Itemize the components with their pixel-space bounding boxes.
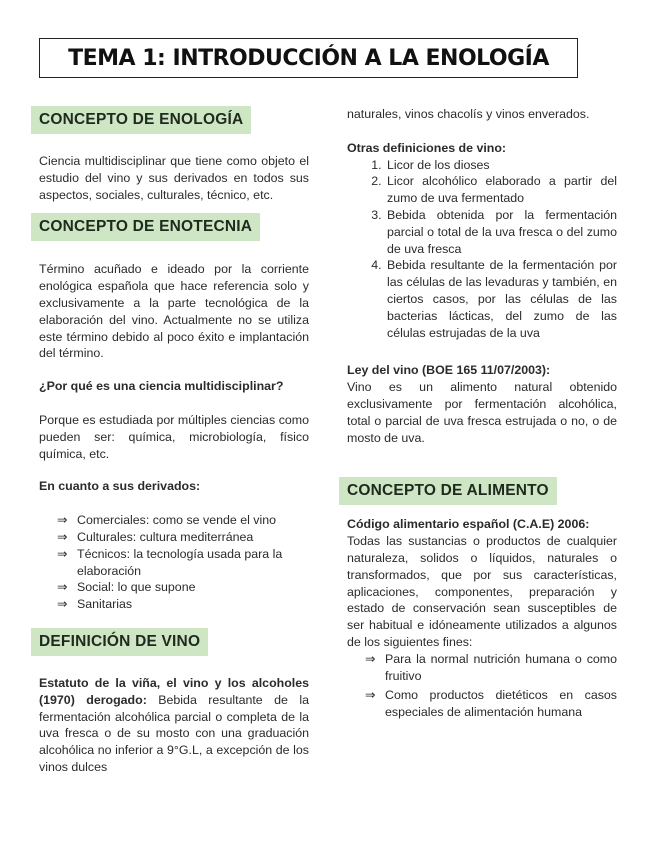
otras-definiciones-heading: Otras definiciones de vino: [347, 140, 507, 155]
list-item: 4. Bebida resultante de la fermentación por las células de las levaduras y también, en ciertos casos, por las células de las bacterias lácticas, del zumo de las células estrujadas de la uva [385, 257, 617, 341]
codigo-alimentario-heading: Código alimentario español (C.A.E) 2006: [347, 517, 590, 532]
list-item: ⇒ Para la normal nutrición humana o como fruitivo [365, 651, 617, 683]
list-item: ⇒ Como productos dietéticos en casos especiales de alimentación humana [365, 688, 617, 720]
arrow-icon: ⇒ [57, 513, 68, 528]
arrow-icon: ⇒ [57, 580, 68, 595]
ley-vino-heading: Ley del vino (BOE 165 11/07/2003): [347, 363, 551, 378]
heading-enologia: CONCEPTO DE ENOLOGÍA [31, 106, 251, 134]
heading-definicion-vino: DEFINICIÓN DE VINO [31, 628, 208, 656]
heading-enotecnia: CONCEPTO DE ENOTECNIA [31, 213, 260, 241]
fines-list [347, 651, 617, 721]
arrow-icon: ⇒ [57, 529, 68, 544]
ley-vino-text: Vino es un alimento natural obtenido exclusivamente por fermentación alcohólica, total o parcial de uva fresca estrujada o no, o de mosto de uva. [347, 380, 617, 445]
estatuto-text: Estatuto de la viña, el vino y los alcoholes (1970) derogado: Bebida resultante de la fermentación alcohólica parcial o completa de la uva fresca o de su mosto con una graduación alcohólica no inferior a 9°G.L, a excepción de los vinos dulces [39, 675, 309, 774]
derivados-list [39, 512, 309, 613]
list-item: 3. Bebida obtenida por la fermentación parcial o total de la uva fresca o del zumo de uva fresca [385, 207, 617, 257]
left-column [39, 106, 309, 776]
list-item: 2. Licor alcohólico elaborado a partir del zumo de uva fermentado [385, 173, 617, 207]
list-item: ⇒ Sanitarias [57, 597, 133, 612]
arrow-icon: ⇒ [57, 597, 68, 612]
page-title: TEMA 1: INTRODUCCIÓN A LA ENOLOGÍA [39, 38, 578, 78]
arrow-icon: ⇒ [365, 688, 376, 703]
right-column [347, 106, 617, 721]
estatuto-label: Estatuto de la viña, el vino y los alcoholes (1970) derogado: [39, 675, 309, 707]
enologia-text: Ciencia multidisciplinar que tiene como objeto el estudio del vino y sus derivados en todos sus aspectos, sociales, culturales, técnico, etc. [39, 154, 309, 202]
multidisciplinar-question: ¿Por qué es una ciencia multidisciplinar? [39, 379, 284, 394]
vino-continuation: naturales, vinos chacolís y vinos enverados. [347, 107, 590, 121]
arrow-icon: ⇒ [365, 651, 376, 666]
list-item: ⇒ Social: lo que supone [57, 580, 196, 595]
list-item: ⇒ Técnicos: la tecnología usada para la elaboración [57, 546, 283, 578]
alimento-text: Todas las sustancias o productos de cualquier naturaleza, solidos o líquidos, naturales o transformados, que por sus características, aplicaciones, componentes, preparación y estado de conservación sean susceptibles de ser habitual e idóneamente utilizados a algunos de los siguientes fines: [347, 534, 617, 649]
heading-concepto-alimento: CONCEPTO DE ALIMENTO [339, 477, 557, 505]
enotecnia-text: Término acuñado e ideado por la corriente enológica española que hace referencia solo y exclusivamente a la parte tecnológica de la elaboración del vino. Actualmente no se utiliza este término debido al poco éxito e implantación del término. [39, 262, 309, 361]
list-item: 1. Licor de los dioses [385, 157, 617, 174]
arrow-icon: ⇒ [57, 546, 68, 561]
derivados-heading: En cuanto a sus derivados: [39, 479, 201, 494]
multidisciplinar-answer: Porque es estudiada por múltiples ciencias como pueden ser: química, microbiología, físico química, etc. [39, 412, 309, 461]
list-item: ⇒ Comerciales: como se vende el vino [57, 513, 277, 528]
otras-definiciones-list [347, 157, 617, 342]
list-item: ⇒ Culturales: cultura mediterránea [57, 529, 254, 544]
